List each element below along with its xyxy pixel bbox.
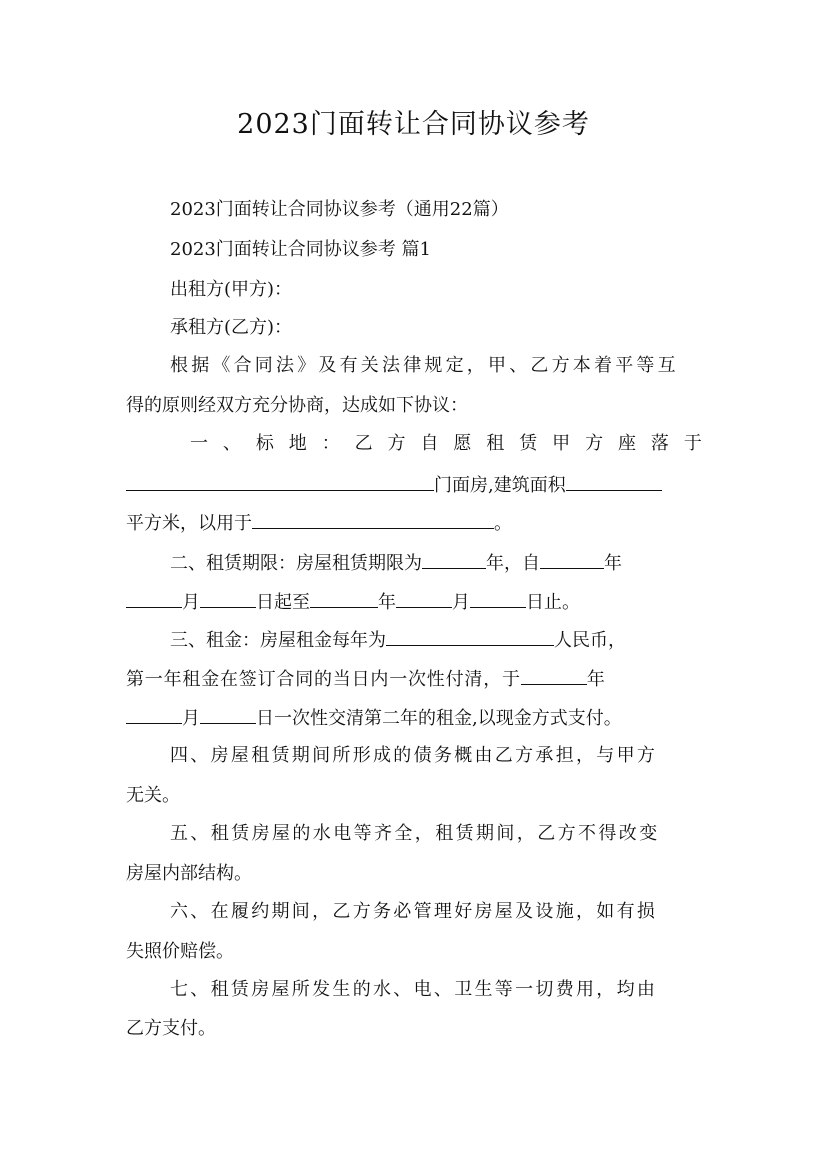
usage-blank[interactable] (252, 510, 494, 529)
article-3-line-1 (170, 627, 626, 653)
start-month-blank[interactable] (126, 589, 182, 608)
article-3-text: 第一年租金在签订合同的当日内一次性付清，于 (126, 669, 521, 690)
article-3-currency: 人民币， (554, 630, 626, 651)
article-1-char: 甲 (552, 433, 571, 454)
intro-line-1: 根据《合同法》及有关法律规定，甲、乙方本着平等互 (170, 355, 679, 376)
article-1-usage-label: 平方米，以用于 (126, 513, 252, 534)
area-blank[interactable] (566, 472, 662, 491)
article-1-char: 方 (585, 433, 604, 454)
article-4-line-2: 无关。 (126, 785, 180, 806)
start-day-blank[interactable] (200, 589, 256, 608)
article-1-char: ： (321, 433, 340, 454)
end-day-blank[interactable] (470, 589, 526, 608)
article-5-line-1: 五、租赁房屋的水电等齐全，租赁期间，乙方不得改变 (170, 823, 660, 844)
intro-line-2: 得的原则经双方充分协商，达成如下协议： (126, 395, 468, 416)
article-6-line-2: 失照价赔偿。 (126, 941, 234, 962)
article-2-from: 年，自 (486, 553, 540, 574)
article-6-line-1: 六、在履约期间，乙方务必管理好房屋及设施，如有损 (170, 901, 658, 922)
article-1-line-1 (190, 432, 702, 456)
article-5-line-2: 房屋内部结构。 (126, 863, 252, 884)
subtitle-line: 2023门面转让合同协议参考（通用22篇） (170, 199, 509, 220)
end-month-blank[interactable] (396, 589, 452, 608)
rent-amount-blank[interactable] (386, 627, 554, 646)
article-3-payment: 日一次性交清第二年的租金,以现金方式支付。 (256, 708, 622, 729)
article-2-month: 月 (182, 592, 200, 613)
article-2-end-day: 日止。 (526, 592, 580, 613)
article-1-char: 租 (486, 433, 505, 454)
article-2-end-year: 年 (378, 592, 396, 613)
term-years-blank[interactable] (422, 550, 486, 569)
article-2-year: 年 (604, 553, 622, 574)
article-3-month: 月 (182, 708, 200, 729)
article-2-label: 二、租赁期限：房屋租赁期限为 (170, 553, 422, 574)
article-1-line-3 (126, 510, 512, 536)
article-7-line-1: 七、租赁房屋所发生的水、电、卫生等一切费用，均由 (170, 979, 658, 1000)
second-payment-month-blank[interactable] (126, 705, 182, 724)
article-3-year: 年 (586, 669, 606, 690)
article-1-char: 落 (650, 433, 669, 454)
article-1-char: 愿 (453, 433, 472, 454)
article-1-char: 地 (288, 433, 307, 454)
article-3-line-2 (126, 666, 606, 692)
location-blank[interactable] (126, 472, 434, 491)
section-heading: 2023门面转让合同协议参考 篇1 (170, 239, 431, 260)
lessee-line: 承租方(乙方)： (170, 317, 293, 338)
second-payment-year-blank[interactable] (521, 666, 587, 685)
article-1-char: 于 (683, 433, 702, 454)
article-2-line-2 (126, 589, 580, 615)
article-3-label: 三、租金：房屋租金每年为 (170, 630, 386, 651)
article-2-end-month: 月 (452, 592, 470, 613)
article-1-char: 赁 (519, 433, 538, 454)
article-1-char: 一 (190, 433, 208, 454)
article-2-until: 日起至 (256, 592, 310, 613)
lessor-line: 出租方(甲方)： (170, 279, 293, 300)
article-1-char: 方 (387, 433, 406, 454)
article-1-char: 乙 (354, 433, 373, 454)
article-4-line-1: 四、房屋租赁期间所形成的债务概由乙方承担，与甲方 (170, 745, 658, 766)
article-2-line-1 (170, 550, 622, 576)
end-year-blank[interactable] (310, 589, 378, 608)
article-1-end: 。 (494, 513, 512, 534)
article-3-line-3 (126, 705, 622, 731)
start-year-blank[interactable] (540, 550, 604, 569)
article-1-char: 、 (222, 433, 241, 454)
document-title: 2023门面转让合同协议参考 (237, 109, 590, 140)
article-1-char: 标 (255, 433, 274, 454)
article-1-line-2 (126, 472, 662, 498)
second-payment-day-blank[interactable] (200, 705, 256, 724)
article-1-char: 自 (420, 433, 439, 454)
article-1-text: 门面房,建筑面积 (434, 475, 566, 496)
article-1-char: 座 (617, 433, 636, 454)
article-7-line-2: 乙方支付。 (126, 1018, 216, 1039)
